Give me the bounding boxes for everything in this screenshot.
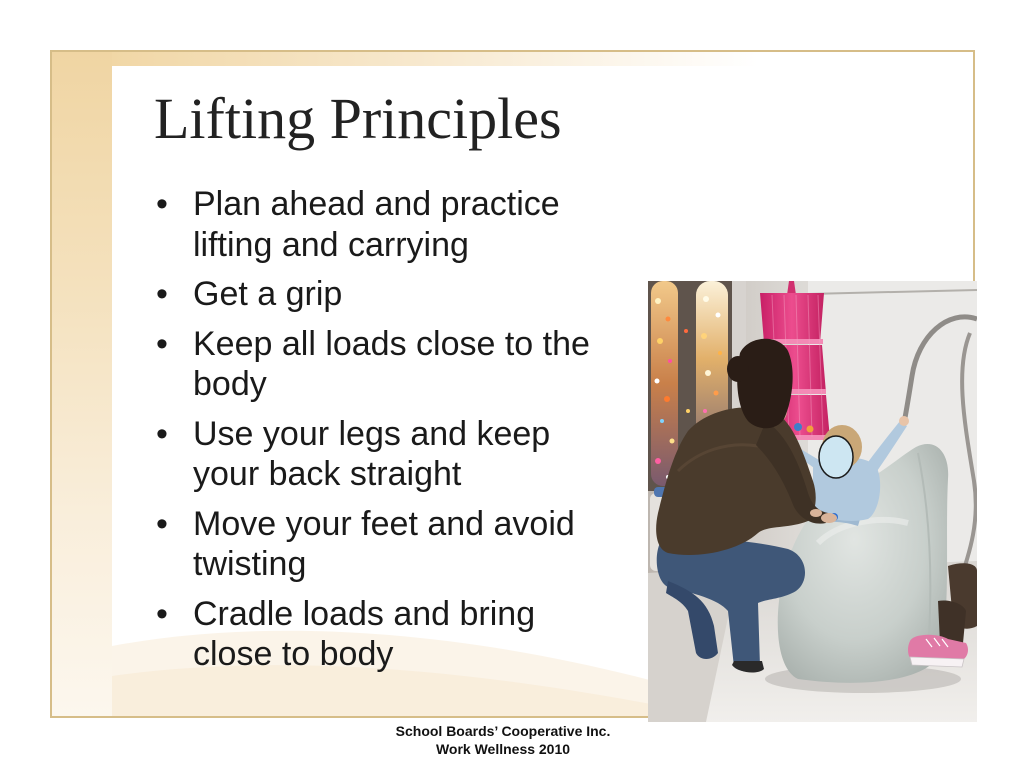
bullet-item: • Use your legs and keep your back straight bbox=[193, 414, 606, 495]
footer-organization: School Boards’ Cooperative Inc. bbox=[395, 723, 611, 739]
bullet-item: • Plan ahead and practice lifting and carrying bbox=[193, 184, 606, 265]
face-cover-oval bbox=[819, 436, 853, 478]
bullet-item: • Cradle loads and bring close to body bbox=[193, 594, 606, 675]
footer-program: Work Wellness 2010 bbox=[435, 741, 571, 757]
bullet-list bbox=[193, 184, 606, 684]
bullet-item: • Keep all loads close to the body bbox=[193, 324, 606, 405]
frame-top-band bbox=[112, 52, 973, 66]
lifting-photo bbox=[648, 281, 977, 722]
bullet-item: • Move your feet and avoid twisting bbox=[193, 504, 606, 585]
slide-title: Lifting Principles bbox=[154, 86, 562, 151]
footer bbox=[353, 722, 653, 758]
bullet-item: • Get a grip bbox=[193, 274, 606, 315]
